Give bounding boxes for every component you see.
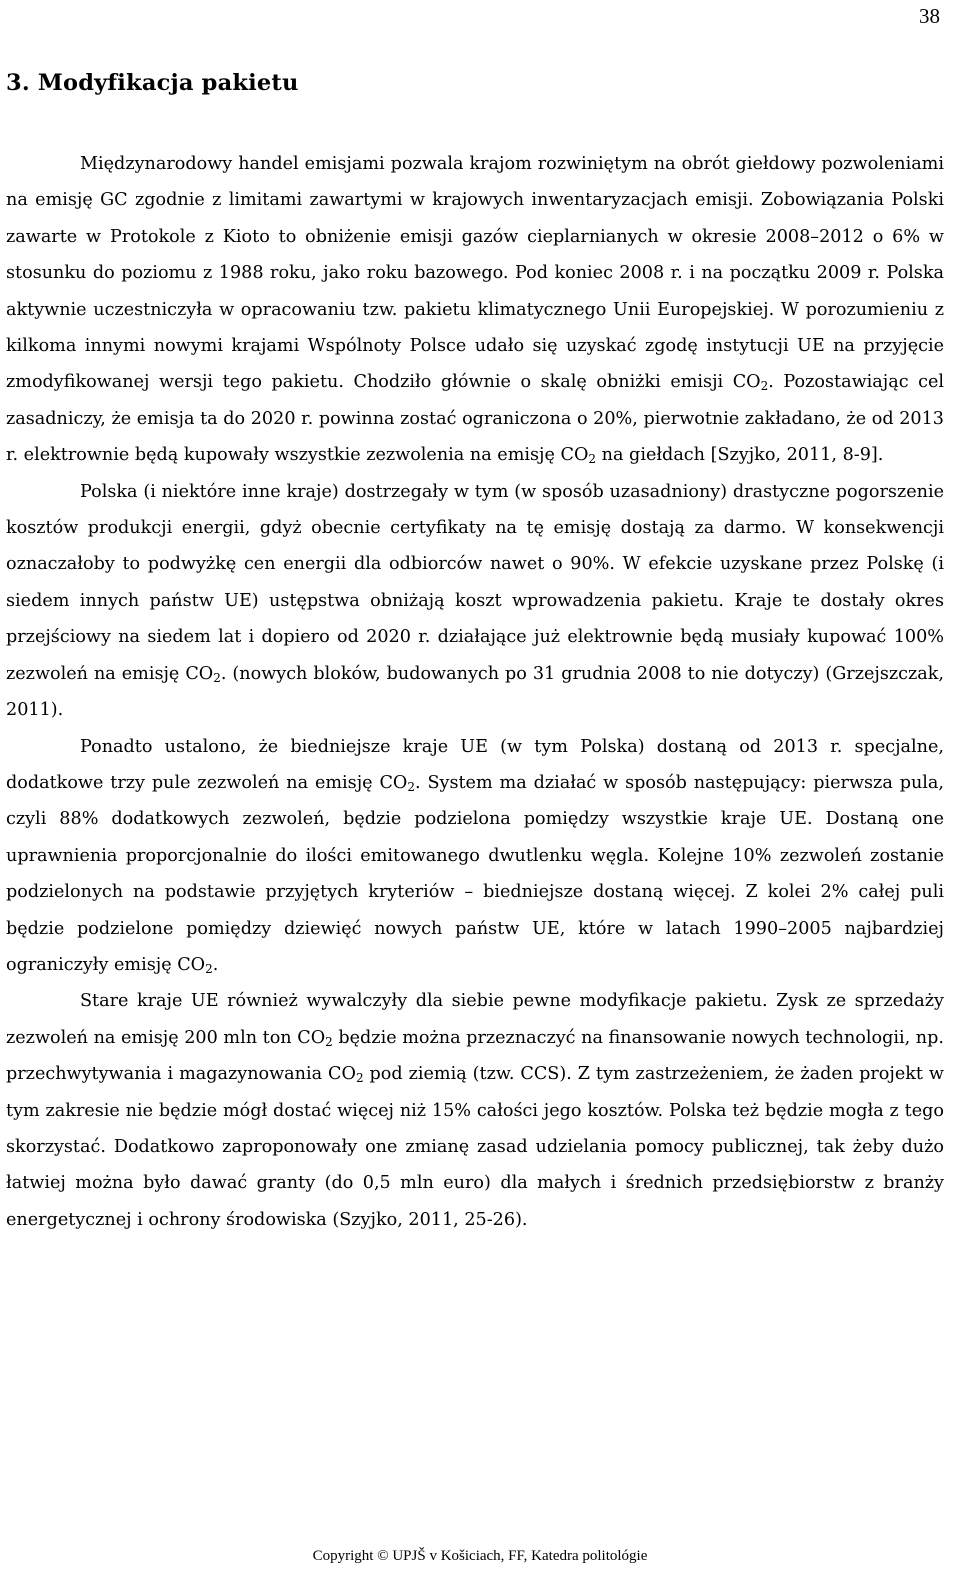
co2-subscript: 2 — [213, 670, 221, 685]
paragraph-2 — [6, 474, 944, 729]
section-title: Modyfikacja pakietu — [37, 70, 299, 96]
co2-subscript: 2 — [325, 1034, 333, 1049]
paragraph-4-text-3: pod ziemią (tzw. CCS). Z tym zastrzeżeniem, że żaden projekt w tym zakresie nie będzie mógł dostać więcej niż 15% całości jego kosztów. Polska też będzie mogła z tego skorzystać. Dodatkowo zaproponowały one zmianę zasad udzielania pomocy publicznej, tak żeby dużo łatwiej można było dawać granty (do 0,5 mln euro) dla małych i średnich przedsiębiorstw z branży energetycznej i ochrony środowiska (Szyjko, 2011, 25-26). — [6, 1064, 944, 1230]
section-number: 3. — [6, 70, 30, 96]
paragraph-1 — [6, 146, 944, 474]
co2-subscript: 2 — [355, 1071, 364, 1086]
co2-subscript: 2 — [760, 379, 769, 394]
section-heading — [6, 70, 299, 96]
paragraph-3 — [6, 729, 944, 984]
co2-subscript: 2 — [407, 779, 415, 794]
paragraph-4-text-1: Stare kraje UE również wywalczyły dla siebie pewne modyfikacje pakietu. Zysk ze sprzedaży zezwoleń na emisję 200 mln ton CO — [6, 991, 944, 1048]
paragraph-3-text-1: Ponadto ustalono, że biedniejsze kraje UE (w tym Polska) dostaną od 2013 r. specjalne, dodatkowe trzy pule zezwoleń na emisję CO — [6, 736, 944, 793]
page-footer: Copyright © UPJŠ v Košiciach, FF, Katedra politológie — [312, 1548, 648, 1564]
co2-subscript: 2 — [205, 961, 213, 976]
paragraph-2-text-2: . (nowych bloków, budowanych po 31 grudnia 2008 to nie dotyczy) (Grzejszczak, 2011). — [6, 663, 944, 721]
paragraph-4-text-2: będzie można przeznaczyć na finansowanie nowych technologii, np. przechwytywania i magazynowania CO — [6, 1027, 944, 1085]
paragraph-3-text-3: . — [212, 954, 219, 975]
paragraph-1-text-2: . Pozostawiając cel zasadniczy, że emisja ta do 2020 r. powinna zostać ograniczona o 20%, pierwotnie zakładano, że od 2013 r. elektrownie będą kupowały wszystkie zezwolenia na emisję CO — [6, 372, 944, 466]
co2-subscript: 2 — [588, 452, 597, 467]
paragraph-1-text-3: na giełdach [Szyjko, 2011, 8-9]. — [596, 445, 884, 466]
body-text — [6, 146, 944, 1238]
paragraph-1-text-1: Międzynarodowy handel emisjami pozwala krajom rozwiniętym na obrót giełdowy pozwoleniami na emisję GC zgodnie z limitami zawartymi w krajowych inwentaryzacjach emisji. Zobowiązania Polski zawarte w Protokole z Kioto to obniżenie emisji gazów cieplarnianych w okresie 2008–2012 o 6% w stosunku do poziomu z 1988 roku, jako roku bazowego. Pod koniec 2008 r. i na początku 2009 r. Polska aktywnie uczestniczyła w opracowaniu tzw. pakietu klimatycznego Unii Europejskiej. W porozumieniu z kilkoma innymi nowymi krajami Wspólnoty Polsce udało się uzyskać zgodę instytucji UE na przyjęcie zmodyfikowanej wersji tego pakietu. Chodziło głównie o skalę obniżki emisji CO — [6, 154, 944, 393]
page-number: 38 — [919, 4, 940, 28]
paragraph-3-text-2: . System ma działać w sposób następujący: pierwsza pula, czyli 88% dodatkowych zezwoleń, będzie podzielona pomiędzy wszystkie kraje UE. Dostaną one uprawnienia proporcjonalnie do ilości emitowanego dwutlenku węgla. Kolejne 10% zezwoleń zostanie podzielonych na podstawie przyjętych kryteriów – biedniejsze dostaną więcej. Z kolei 2% całej puli będzie podzielone pomiędzy dziewięć nowych państw UE, które w latach 1990–2005 najbardziej ograniczyły emisję CO — [6, 772, 944, 975]
paragraph-2-text-1: Polska (i niektóre inne kraje) dostrzegały w tym (w sposób uzasadniony) drastyczne pogorszenie kosztów produkcji energii, gdyż obecnie certyfikaty na tę emisję dostają za darmo. W konsekwencji oznaczałoby to podwyżkę cen energii dla odbiorców nawet o 90%. W efekcie uzyskane przez Polskę (i siedem innych państw UE) ustępstwa obniżają koszt wprowadzenia pakietu. Kraje te dostały okres przejściowy na siedem lat i dopiero od 2020 r. działające już elektrownie będą musiały kupować 100% zezwoleń na emisję CO — [6, 481, 944, 684]
paragraph-4 — [6, 983, 944, 1238]
